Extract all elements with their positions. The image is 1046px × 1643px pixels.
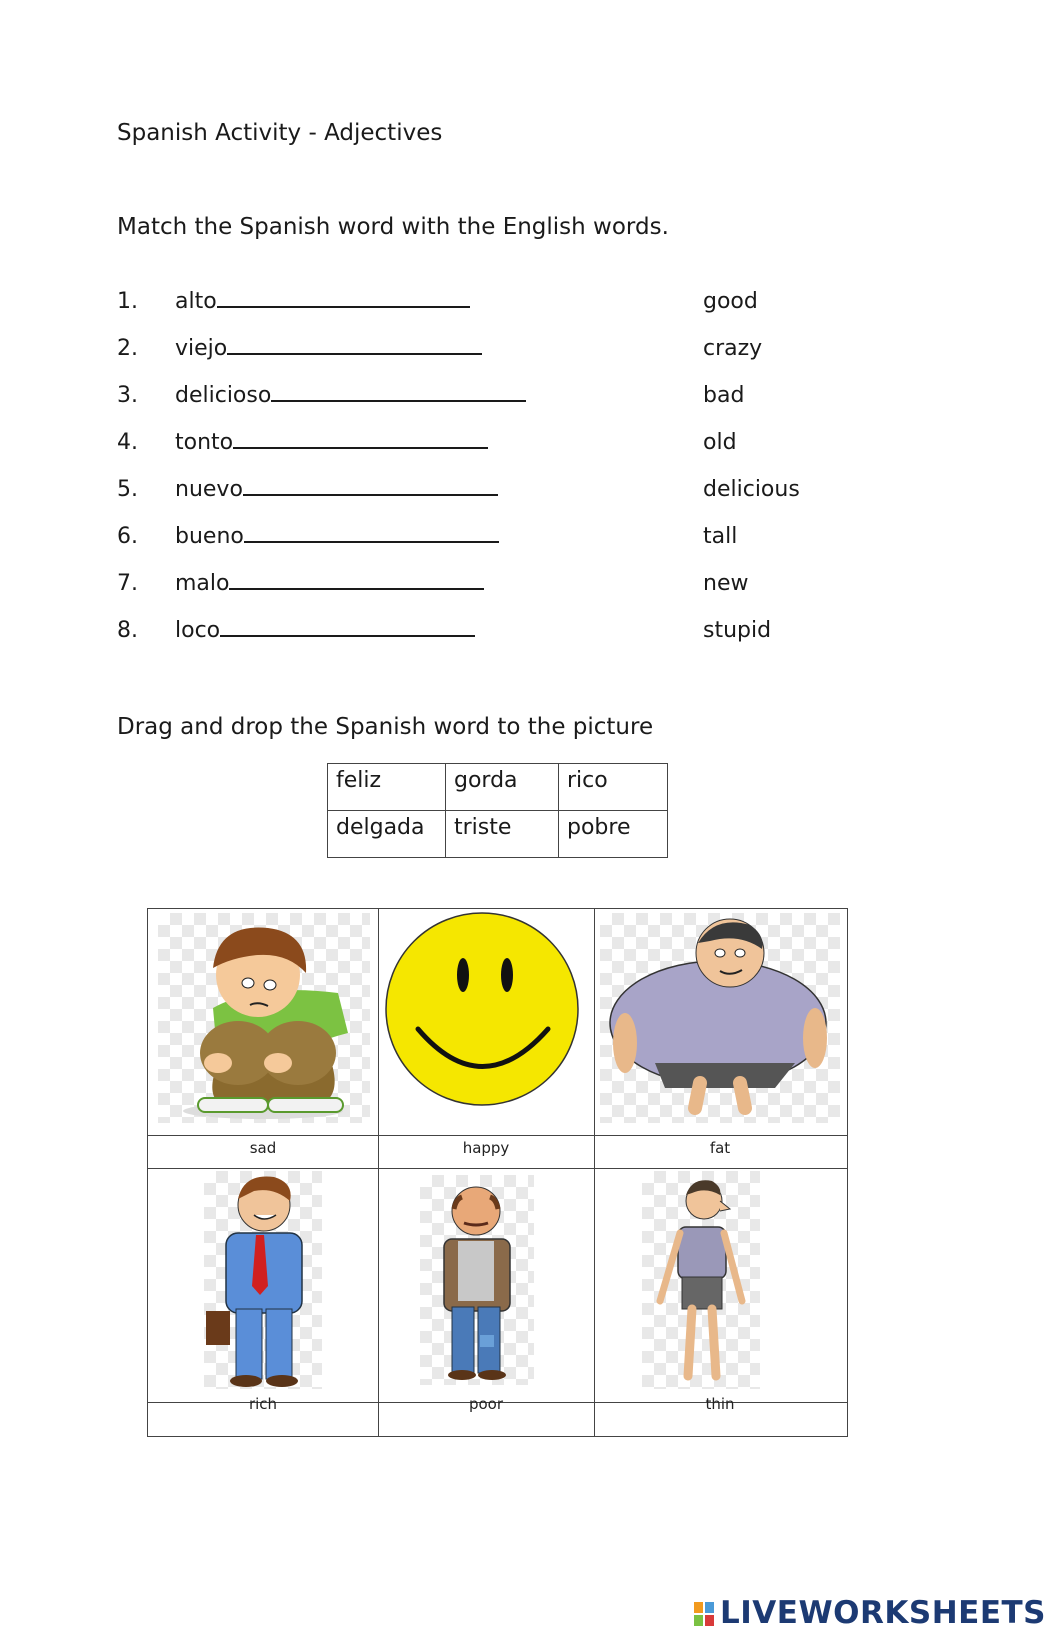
picture-caption: poor [468,1395,504,1413]
picture-caption: fat [709,1139,731,1157]
english-word: crazy [703,336,763,361]
english-word: old [703,430,737,455]
grid-divider [148,1135,847,1136]
spanish-word: tonto [175,430,234,455]
grid-divider [378,909,379,1436]
match-instruction: Match the Spanish word with the English words. [117,214,669,240]
spanish-word: loco [175,618,221,643]
english-word: good [703,289,758,314]
word-bank-cell[interactable]: pobre [559,811,668,858]
english-word: new [703,571,749,596]
answer-blank[interactable] [271,384,526,402]
word-bank-cell[interactable]: gorda [446,764,559,811]
answer-blank[interactable] [220,619,475,637]
english-word: delicious [703,477,800,502]
rich-man-icon [204,1171,322,1389]
word-bank-cell[interactable]: feliz [328,764,446,811]
sad-boy-icon [158,913,370,1123]
picture-grid [147,908,848,1437]
liveworksheets-logo-icon [694,1600,716,1628]
grid-divider [594,909,595,1436]
picture-caption: rich [248,1395,278,1413]
picture-caption: sad [249,1139,277,1157]
answer-blank[interactable] [229,572,484,590]
worksheet-title: Spanish Activity - Adjectives [117,120,443,146]
liveworksheets-logo[interactable]: LIVEWORKSHEETS [720,1595,1046,1631]
item-number: 3. [117,383,138,408]
picture-caption: thin [705,1395,735,1413]
grid-divider [148,1168,847,1169]
item-number: 7. [117,571,138,596]
item-number: 6. [117,524,138,549]
item-number: 2. [117,336,138,361]
thin-man-icon [642,1171,760,1389]
spanish-word: delicioso [175,383,272,408]
word-bank [327,763,668,858]
answer-blank[interactable] [243,478,498,496]
answer-blank[interactable] [233,431,488,449]
answer-blank[interactable] [244,525,499,543]
spanish-word: bueno [175,524,244,549]
english-word: tall [703,524,738,549]
english-word: bad [703,383,745,408]
spanish-word: alto [175,289,217,314]
poor-man-icon [420,1175,534,1385]
fat-man-icon [600,913,840,1123]
spanish-word: nuevo [175,477,243,502]
smiley-face-icon [380,909,590,1133]
item-number: 5. [117,477,138,502]
spanish-word: viejo [175,336,228,361]
item-number: 8. [117,618,138,643]
word-bank-cell[interactable]: rico [559,764,668,811]
spanish-word: malo [175,571,230,596]
word-bank-cell[interactable]: delgada [328,811,446,858]
english-word: stupid [703,618,772,643]
answer-blank[interactable] [227,337,482,355]
answer-blank[interactable] [217,290,470,308]
item-number: 4. [117,430,138,455]
word-bank-cell[interactable]: triste [446,811,559,858]
picture-caption: happy [462,1139,510,1157]
drag-instruction: Drag and drop the Spanish word to the picture [117,714,654,740]
item-number: 1. [117,289,138,314]
